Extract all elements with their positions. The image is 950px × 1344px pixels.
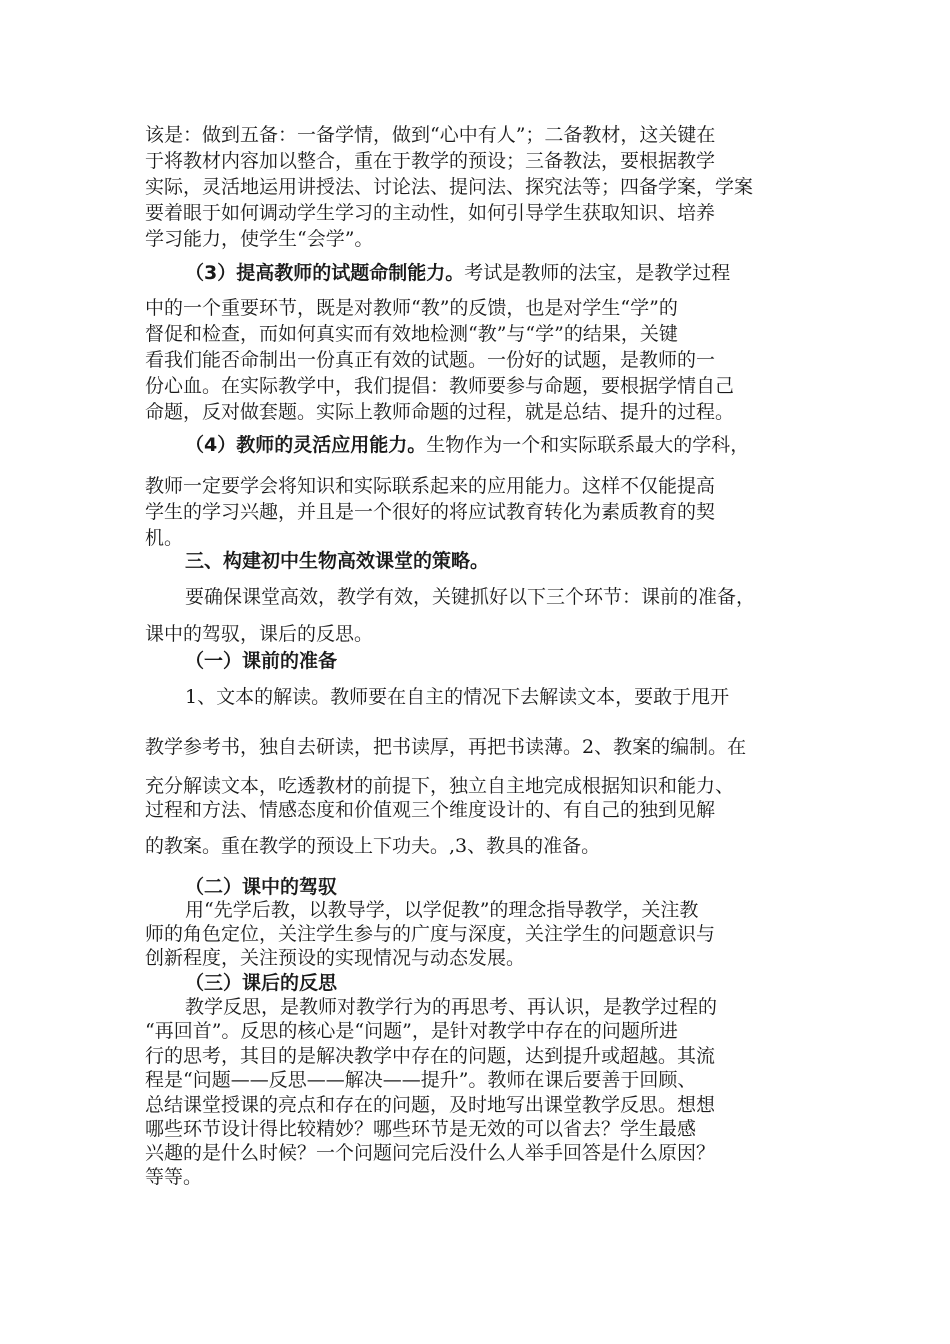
text-line: 总结课堂授课的亮点和存在的问题，及时地写出课堂教学反思。想想 — [145, 1094, 716, 1116]
text-line: 的教案。重在教学的预设上下功夫。,3、教具的准备。 — [145, 835, 601, 857]
text-line: 命题，反对做套题。实际上教师命题的过程，就是总结、提升的过程。 — [145, 401, 735, 423]
text-line: 要着眼于如何调动学生学习的主动性，如何引导学生获取知识、培养 — [145, 202, 716, 224]
item-3-heading: （3）提高教师的试题命制能力。 — [185, 262, 465, 284]
text-line: 兴趣的是什么时候？一个问题问完后没什么人举手回答是什么原因？ — [145, 1142, 716, 1164]
text-line: 哪些环节设计得比较精妙？哪些环节是无效的可以省去？学生最感 — [145, 1118, 697, 1140]
item-3-text: 考试是教师的法宝，是教学过程 — [464, 262, 731, 284]
text-line: 督促和检查，而如何真实而有效地检测“教”与“学”的结果，关键 — [145, 323, 678, 345]
text-line: 课中的驾驭，课后的反思。 — [145, 623, 374, 645]
subsection-heading: （二）课中的驾驭 — [185, 876, 338, 898]
text-line: 份心血。在实际教学中，我们提倡：教师要参与命题，要根据学情自己 — [145, 375, 735, 397]
section-heading: 三、构建初中生物高效课堂的策略。 — [185, 550, 490, 572]
item-4-text: 生物作为一个和实际联系最大的学科， — [426, 434, 750, 456]
text-line: 师的角色定位，关注学生参与的广度与深度，关注学生的问题意识与 — [145, 923, 716, 945]
text-line: 机。 — [145, 527, 184, 549]
text-line: 过程和方法、情感态度和价值观三个维度设计的、有自己的独到见解 — [145, 799, 716, 821]
text-line: 学习能力，使学生“会学”。 — [145, 228, 374, 250]
text-line: 教师一定要学会将知识和实际联系起来的应用能力。这样不仅能提高 — [145, 475, 716, 497]
text-line: 程是“问题——反思——解决——提升”。教师在课后要善于回顾、 — [145, 1069, 697, 1091]
text-line: 1、文本的解读。教师要在自主的情况下去解读文本，要敢于甩开 — [185, 686, 730, 708]
text-line: 学生的学习兴趣，并且是一个很好的将应试教育转化为素质教育的契 — [145, 501, 716, 523]
item-3-line — [185, 260, 730, 286]
item-4-heading: （4）教师的灵活应用能力。 — [185, 434, 427, 456]
text-line: 充分解读文本，吃透教材的前提下，独立自主地完成根据知识和能力、 — [145, 775, 735, 797]
text-line: “再回首”。反思的核心是“问题”，是针对教学中存在的问题所进 — [145, 1020, 678, 1042]
subsection-heading: （一）课前的准备 — [185, 650, 338, 672]
text-line: 等等。 — [145, 1166, 203, 1188]
text-line: 创新程度，关注预设的实现情况与动态发展。 — [145, 947, 526, 969]
text-line: 中的一个重要环节，既是对教师“教”的反馈，也是对学生“学”的 — [145, 297, 678, 319]
text-line: 用“先学后教，以教导学，以学促教”的理念指导教学，关注教 — [185, 899, 699, 921]
text-line: 行的思考，其目的是解决教学中存在的问题，达到提升或超越。其流 — [145, 1045, 716, 1067]
item-4-line — [185, 432, 749, 458]
text-line: 该是：做到五备：一备学情，做到“心中有人”；二备教材，这关键在 — [145, 124, 716, 146]
text-line: 看我们能否命制出一份真正有效的试题。一份好的试题，是教师的一 — [145, 349, 716, 371]
text-line: 于将教材内容加以整合，重在于教学的预设；三备教法，要根据教学 — [145, 150, 716, 172]
subsection-heading: （三）课后的反思 — [185, 972, 338, 994]
text-line: 要确保课堂高效，教学有效，关键抓好以下三个环节：课前的准备， — [185, 586, 756, 608]
text-line: 教学参考书，独自去研读，把书读厚，再把书读薄。2、教案的编制。在 — [145, 736, 747, 758]
text-line: 实际，灵活地运用讲授法、讨论法、提问法、探究法等；四备学案，学案 — [145, 176, 754, 198]
text-line: 教学反思，是教师对教学行为的再思考、再认识，是教学过程的 — [185, 996, 718, 1018]
